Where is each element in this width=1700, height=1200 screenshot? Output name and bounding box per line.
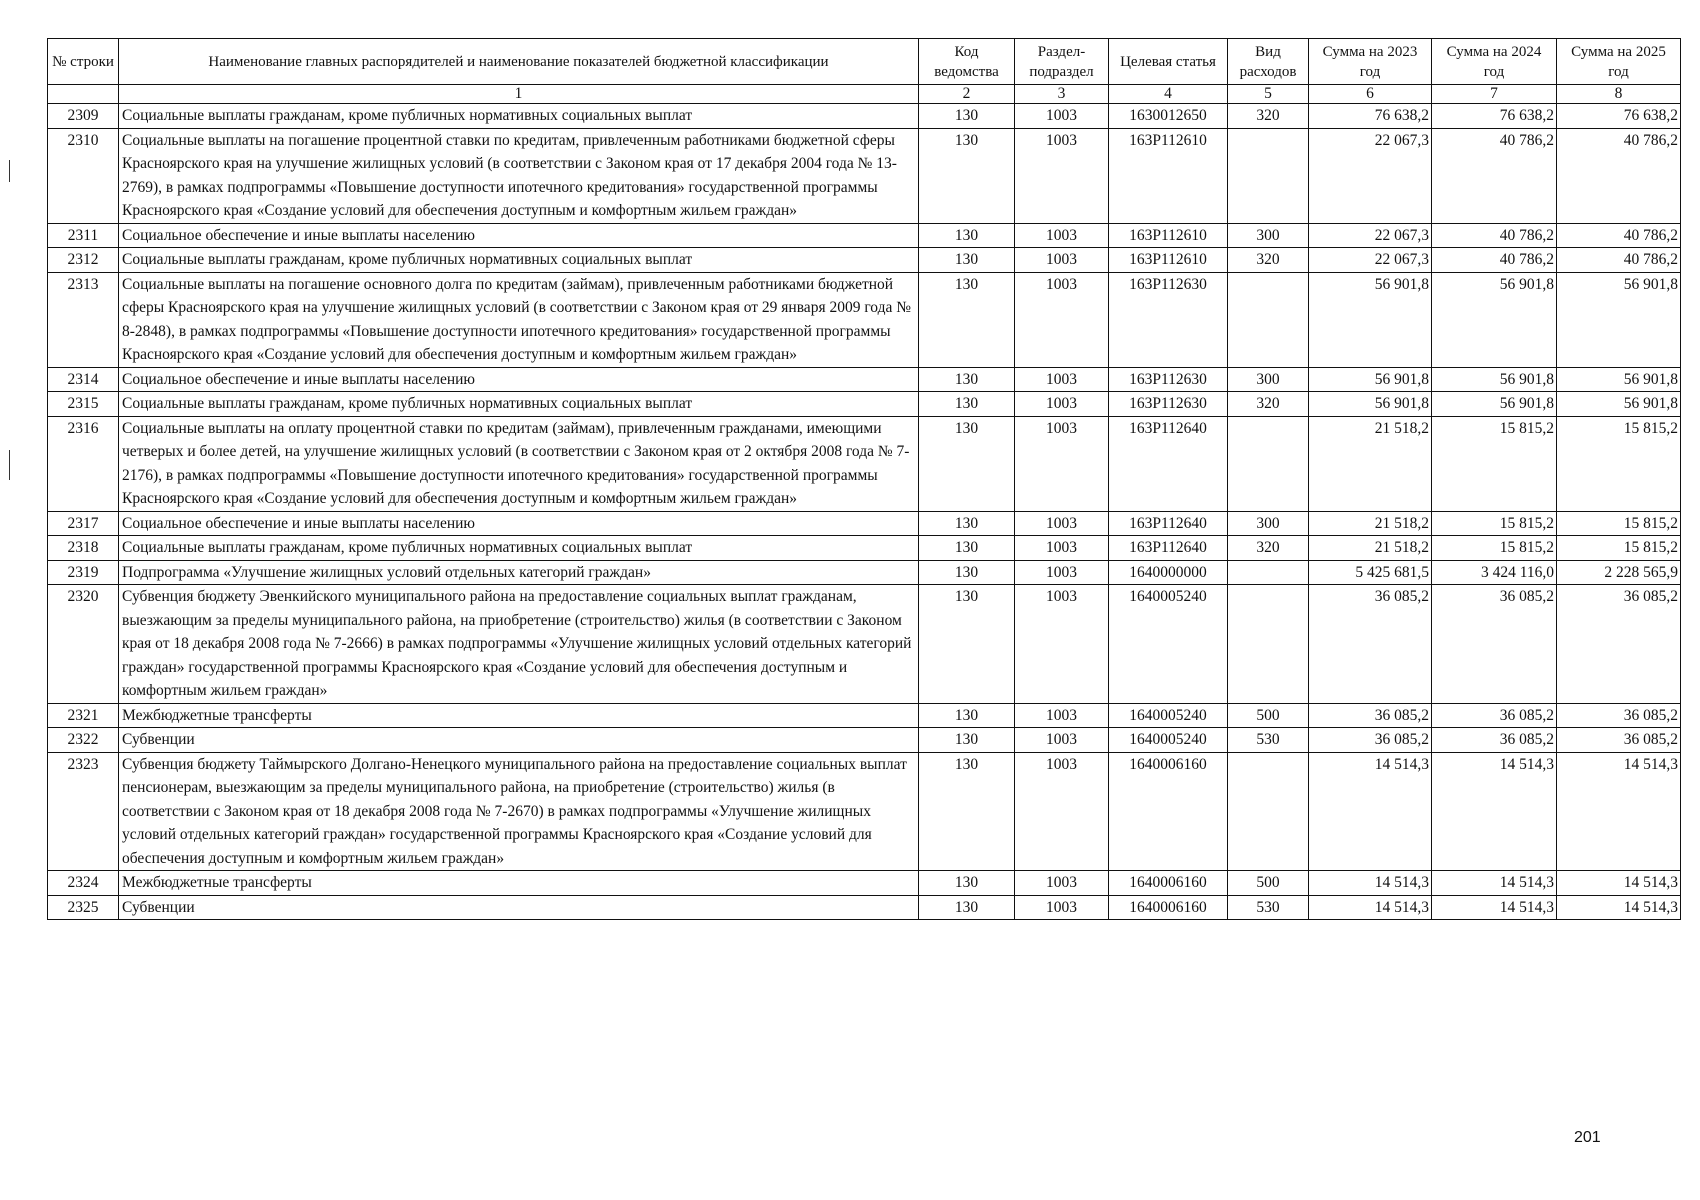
amount-2023: 21 518,2 [1309,511,1432,536]
table-row [48,272,1681,367]
expense-type: 300 [1228,223,1309,248]
margin-mark [9,450,10,480]
amount-2025: 36 085,2 [1557,585,1681,704]
section-code: 1003 [1015,752,1109,871]
dept-code: 130 [919,560,1015,585]
dept-code: 130 [919,367,1015,392]
amount-2024: 14 514,3 [1432,895,1557,920]
dept-code: 130 [919,104,1015,129]
amount-2023: 76 638,2 [1309,104,1432,129]
amount-2024: 76 638,2 [1432,104,1557,129]
row-number: 2312 [48,248,119,273]
budget-table [47,38,1681,920]
header-name: Наименование главных распорядителей и наименование показателей бюджетной классификации [119,39,919,85]
amount-2025: 36 085,2 [1557,703,1681,728]
amount-2025: 56 901,8 [1557,392,1681,417]
dept-code: 130 [919,511,1015,536]
dept-code: 130 [919,895,1015,920]
amount-2023: 36 085,2 [1309,703,1432,728]
header-row-no: № строки [48,39,119,85]
expense-type: 300 [1228,367,1309,392]
amount-2025: 40 786,2 [1557,128,1681,223]
amount-2023: 56 901,8 [1309,367,1432,392]
amount-2024: 15 815,2 [1432,416,1557,511]
expense-type [1228,272,1309,367]
expense-type [1228,560,1309,585]
amount-2024: 40 786,2 [1432,248,1557,273]
amount-2024: 15 815,2 [1432,511,1557,536]
table-row [48,871,1681,896]
target-code: 163P112630 [1109,392,1228,417]
expense-type: 320 [1228,248,1309,273]
dept-code: 130 [919,871,1015,896]
row-number: 2315 [48,392,119,417]
section-code: 1003 [1015,703,1109,728]
expense-type [1228,128,1309,223]
amount-2023: 56 901,8 [1309,392,1432,417]
header-section: Раздел-подраздел [1015,39,1109,85]
table-row [48,536,1681,561]
row-name: Субвенции [119,728,919,753]
amount-2024: 36 085,2 [1432,728,1557,753]
expense-type: 530 [1228,728,1309,753]
row-number: 2325 [48,895,119,920]
column-number: 4 [1109,85,1228,104]
amount-2023: 14 514,3 [1309,871,1432,896]
target-code: 163P112630 [1109,367,1228,392]
section-code: 1003 [1015,895,1109,920]
expense-type: 530 [1228,895,1309,920]
dept-code: 130 [919,272,1015,367]
expense-type: 300 [1228,511,1309,536]
amount-2025: 14 514,3 [1557,895,1681,920]
amount-2023: 21 518,2 [1309,536,1432,561]
column-number: 7 [1432,85,1557,104]
amount-2025: 40 786,2 [1557,223,1681,248]
amount-2024: 36 085,2 [1432,703,1557,728]
row-number: 2319 [48,560,119,585]
header-dept: Код ведомства [919,39,1015,85]
target-code: 1640006160 [1109,752,1228,871]
target-code: 163P112640 [1109,536,1228,561]
row-number: 2323 [48,752,119,871]
row-name: Подпрограмма «Улучшение жилищных условий отдельных категорий граждан» [119,560,919,585]
section-code: 1003 [1015,272,1109,367]
section-code: 1003 [1015,728,1109,753]
amount-2023: 22 067,3 [1309,248,1432,273]
column-number-row [48,85,1681,104]
amount-2023: 21 518,2 [1309,416,1432,511]
expense-type: 320 [1228,104,1309,129]
amount-2023: 22 067,3 [1309,128,1432,223]
row-number: 2317 [48,511,119,536]
row-name: Социальное обеспечение и иные выплаты населению [119,511,919,536]
amount-2024: 14 514,3 [1432,871,1557,896]
header-2024: Сумма на 2024 год [1432,39,1557,85]
amount-2025: 15 815,2 [1557,416,1681,511]
amount-2023: 36 085,2 [1309,728,1432,753]
section-code: 1003 [1015,248,1109,273]
amount-2024: 56 901,8 [1432,392,1557,417]
section-code: 1003 [1015,536,1109,561]
table-row [48,367,1681,392]
target-code: 1640005240 [1109,728,1228,753]
target-code: 163P112610 [1109,128,1228,223]
column-number: 1 [119,85,919,104]
table-body [48,104,1681,920]
dept-code: 130 [919,752,1015,871]
target-code: 163P112610 [1109,248,1228,273]
table-row [48,585,1681,704]
target-code: 1640005240 [1109,703,1228,728]
row-number: 2321 [48,703,119,728]
table-row [48,728,1681,753]
dept-code: 130 [919,728,1015,753]
row-number: 2316 [48,416,119,511]
amount-2025: 15 815,2 [1557,511,1681,536]
table-row [48,560,1681,585]
column-number [48,85,119,104]
expense-type: 320 [1228,392,1309,417]
row-name: Межбюджетные трансферты [119,871,919,896]
row-name: Социальные выплаты гражданам, кроме публичных нормативных социальных выплат [119,536,919,561]
column-number: 3 [1015,85,1109,104]
dept-code: 130 [919,223,1015,248]
target-code: 1640006160 [1109,895,1228,920]
amount-2025: 14 514,3 [1557,752,1681,871]
header-type: Вид расходов [1228,39,1309,85]
row-number: 2310 [48,128,119,223]
amount-2025: 36 085,2 [1557,728,1681,753]
row-number: 2322 [48,728,119,753]
amount-2024: 40 786,2 [1432,223,1557,248]
target-code: 163P112630 [1109,272,1228,367]
column-number: 2 [919,85,1015,104]
section-code: 1003 [1015,871,1109,896]
amount-2024: 40 786,2 [1432,128,1557,223]
column-number: 5 [1228,85,1309,104]
dept-code: 130 [919,536,1015,561]
amount-2025: 2 228 565,9 [1557,560,1681,585]
amount-2023: 36 085,2 [1309,585,1432,704]
row-name: Социальное обеспечение и иные выплаты населению [119,367,919,392]
amount-2025: 14 514,3 [1557,871,1681,896]
row-number: 2309 [48,104,119,129]
row-name: Социальные выплаты гражданам, кроме публичных нормативных социальных выплат [119,248,919,273]
amount-2024: 56 901,8 [1432,367,1557,392]
target-code: 1640000000 [1109,560,1228,585]
amount-2025: 56 901,8 [1557,272,1681,367]
column-number: 6 [1309,85,1432,104]
amount-2023: 14 514,3 [1309,752,1432,871]
expense-type [1228,416,1309,511]
amount-2024: 3 424 116,0 [1432,560,1557,585]
section-code: 1003 [1015,367,1109,392]
amount-2024: 56 901,8 [1432,272,1557,367]
table-row [48,223,1681,248]
section-code: 1003 [1015,416,1109,511]
table-row [48,511,1681,536]
row-name: Межбюджетные трансферты [119,703,919,728]
row-number: 2318 [48,536,119,561]
header-2023: Сумма на 2023 год [1309,39,1432,85]
row-number: 2311 [48,223,119,248]
amount-2024: 36 085,2 [1432,585,1557,704]
dept-code: 130 [919,416,1015,511]
row-number: 2320 [48,585,119,704]
dept-code: 130 [919,248,1015,273]
amount-2025: 40 786,2 [1557,248,1681,273]
table-row [48,416,1681,511]
header-2025: Сумма на 2025 год [1557,39,1681,85]
amount-2023: 56 901,8 [1309,272,1432,367]
header-target: Целевая статья [1109,39,1228,85]
row-number: 2314 [48,367,119,392]
amount-2025: 56 901,8 [1557,367,1681,392]
row-name: Социальные выплаты гражданам, кроме публичных нормативных социальных выплат [119,104,919,129]
table-row [48,248,1681,273]
section-code: 1003 [1015,104,1109,129]
expense-type: 500 [1228,871,1309,896]
amount-2024: 14 514,3 [1432,752,1557,871]
row-name: Субвенции [119,895,919,920]
dept-code: 130 [919,392,1015,417]
amount-2023: 22 067,3 [1309,223,1432,248]
amount-2025: 76 638,2 [1557,104,1681,129]
expense-type: 500 [1228,703,1309,728]
section-code: 1003 [1015,511,1109,536]
table-row [48,703,1681,728]
expense-type [1228,585,1309,704]
header-row [48,39,1681,85]
dept-code: 130 [919,585,1015,704]
expense-type [1228,752,1309,871]
section-code: 1003 [1015,392,1109,417]
target-code: 163P112610 [1109,223,1228,248]
row-name: Социальные выплаты на погашение основного долга по кредитам (займам), привлеченным работниками бюджетной сферы Красноярского края на улучшение жилищных условий (в соответствии с Законом края от 29 января 2009 года № 8-2848), в рамках подпрограммы «Повышение доступности ипотечного кредитования» государственной программы Красноярского края «Создание условий для обеспечения доступным и комфортным жильем граждан» [119,272,919,367]
table-row [48,752,1681,871]
target-code: 163P112640 [1109,416,1228,511]
section-code: 1003 [1015,560,1109,585]
row-name: Субвенция бюджету Таймырского Долгано-Ненецкого муниципального района на предоставление социальных выплат пенсионерам, выезжающим за пределы муниципального района, на приобретение (строительство) жилья (в соответствии с Законом края от 18 декабря 2008 года № 7-2670) в рамках подпрограммы «Улучшение жилищных условий отдельных категорий граждан» государственной программы Красноярского края «Создание условий для обеспечения доступным и комфортным жильем граждан» [119,752,919,871]
row-name: Социальные выплаты на оплату процентной ставки по кредитам (займам), привлеченным гражданами, имеющими четверых и более детей, на улучшение жилищных условий (в соответствии с Законом края от 2 октября 2008 года № 7-2176), в рамках подпрограммы «Повышение доступности ипотечного кредитования» государственной программы Красноярского края «Создание условий для обеспечения доступным и комфортным жильем граждан» [119,416,919,511]
section-code: 1003 [1015,128,1109,223]
table-row [48,392,1681,417]
target-code: 1630012650 [1109,104,1228,129]
expense-type: 320 [1228,536,1309,561]
target-code: 1640006160 [1109,871,1228,896]
row-name: Субвенция бюджету Эвенкийского муниципального района на предоставление социальных выплат гражданам, выезжающим за пределы муниципального района, на приобретение (строительство) жилья (в соответствии с Законом края от 18 декабря 2008 года № 7-2666) в рамках подпрограммы «Улучшение жилищных условий отдельных категорий граждан» государственной программы Красноярского края «Создание условий для обеспечения доступным и комфортным жильем граждан» [119,585,919,704]
table-row [48,128,1681,223]
amount-2025: 15 815,2 [1557,536,1681,561]
column-number: 8 [1557,85,1681,104]
dept-code: 130 [919,128,1015,223]
target-code: 1640005240 [1109,585,1228,704]
section-code: 1003 [1015,223,1109,248]
row-number: 2324 [48,871,119,896]
margin-mark [9,160,10,182]
amount-2024: 15 815,2 [1432,536,1557,561]
table-row [48,895,1681,920]
row-name: Социальные выплаты на погашение процентной ставки по кредитам, привлеченным работниками бюджетной сферы Красноярского края на улучшение жилищных условий (в соответствии с Законом края от 17 декабря 2004 года № 13-2769), в рамках подпрограммы «Повышение доступности ипотечного кредитования» государственной программы Красноярского края «Создание условий для обеспечения доступным и комфортным жильем граждан» [119,128,919,223]
section-code: 1003 [1015,585,1109,704]
target-code: 163P112640 [1109,511,1228,536]
row-number: 2313 [48,272,119,367]
amount-2023: 5 425 681,5 [1309,560,1432,585]
amount-2023: 14 514,3 [1309,895,1432,920]
row-name: Социальные выплаты гражданам, кроме публичных нормативных социальных выплат [119,392,919,417]
table-row [48,104,1681,129]
page-number: 201 [1574,1129,1601,1146]
dept-code: 130 [919,703,1015,728]
row-name: Социальное обеспечение и иные выплаты населению [119,223,919,248]
